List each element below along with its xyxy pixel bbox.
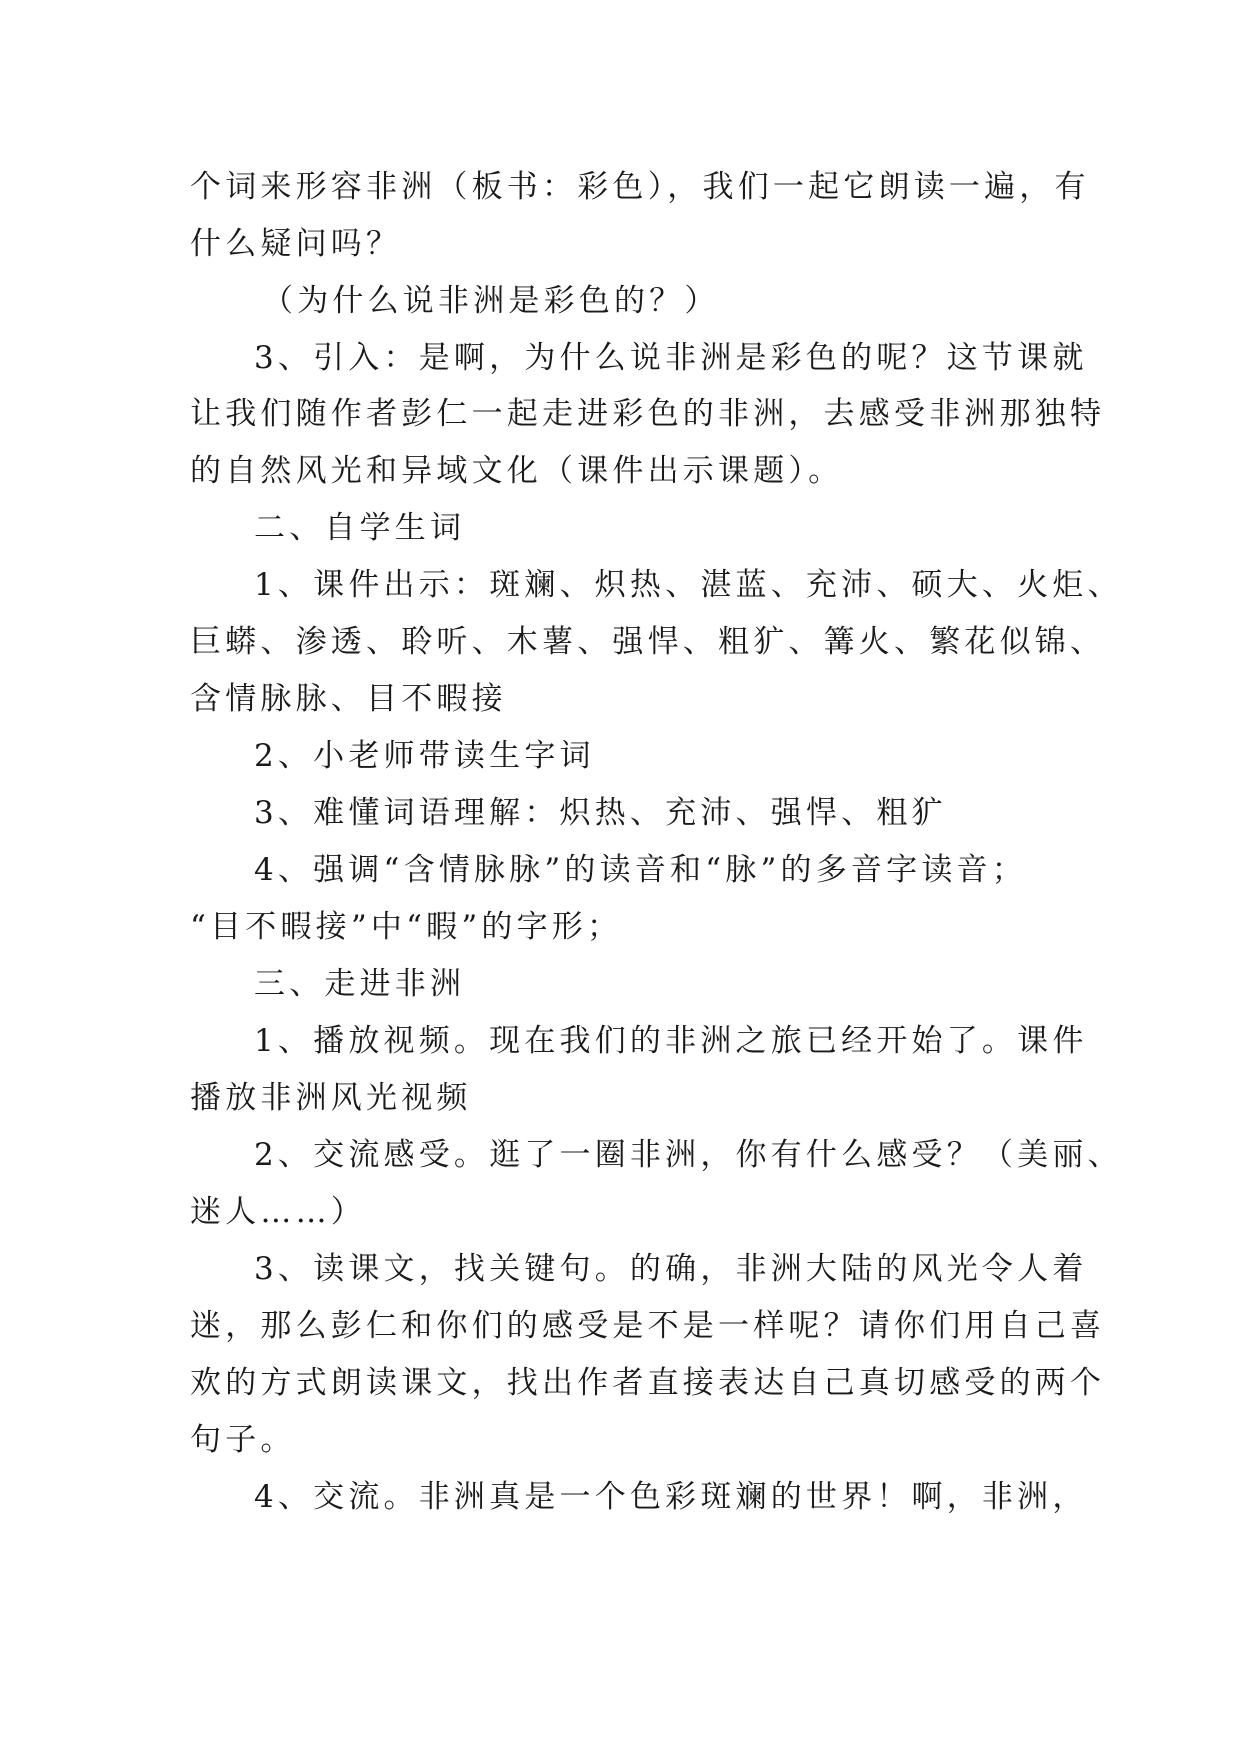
text-line: 含情脉脉、目不暇接 xyxy=(190,681,507,717)
text-line: 播放非洲风光视频 xyxy=(190,1080,472,1116)
text-line: 4、交流。非洲真是一个色彩斑斓的世界！啊，非洲， xyxy=(254,1479,1088,1515)
text-line: 巨蟒、渗透、聆听、木薯、强悍、粗犷、篝火、繁花似锦、 xyxy=(190,624,1106,660)
text-line: 让我们随作者彭仁一起走进彩色的非洲，去感受非洲那独特 xyxy=(190,396,1106,432)
text-line: 的自然风光和异域文化（课件出示课题）。 xyxy=(190,453,844,489)
text-line: “目不暇接”中“暇”的字形； xyxy=(190,909,623,945)
text-line: 什么疑问吗？ xyxy=(190,226,402,262)
text-line: 3、难懂词语理解：炽热、充沛、强悍、粗犷 xyxy=(254,795,947,831)
section-heading: 二、自学生词 xyxy=(254,510,466,546)
text-line: 3、读课文，找关键句。的确，非洲大陆的风光令人着 xyxy=(254,1251,1088,1287)
text-line: 1、播放视频。现在我们的非洲之旅已经开始了。课件 xyxy=(254,1023,1088,1059)
section-heading: 三、走进非洲 xyxy=(254,966,466,1002)
text-line: 3、引入：是啊，为什么说非洲是彩色的呢？这节课就 xyxy=(254,340,1088,376)
text-line: 迷，那么彭仁和你们的感受是不是一样呢？请你们用自己喜 xyxy=(190,1308,1106,1344)
text-line: 2、小老师带读生字词 xyxy=(254,738,595,774)
text-line: 句子。 xyxy=(190,1422,296,1458)
text-line: 1、课件出示：斑斓、炽热、湛蓝、充沛、硕大、火炬、 xyxy=(254,567,1123,603)
text-line: （为什么说非洲是彩色的？） xyxy=(262,283,720,319)
text-line: 4、强调“含情脉脉”的读音和“脉”的多音字读音； xyxy=(254,852,1027,888)
text-line: 个词来形容非洲（板书：彩色），我们一起它朗读一遍，有 xyxy=(190,169,1090,205)
text-line: 2、交流感受。逛了一圈非洲，你有什么感受？（美丽、 xyxy=(254,1137,1123,1173)
text-line: 迷人……） xyxy=(190,1194,366,1230)
text-line: 欢的方式朗读课文，找出作者直接表达自己真切感受的两个 xyxy=(190,1365,1106,1401)
